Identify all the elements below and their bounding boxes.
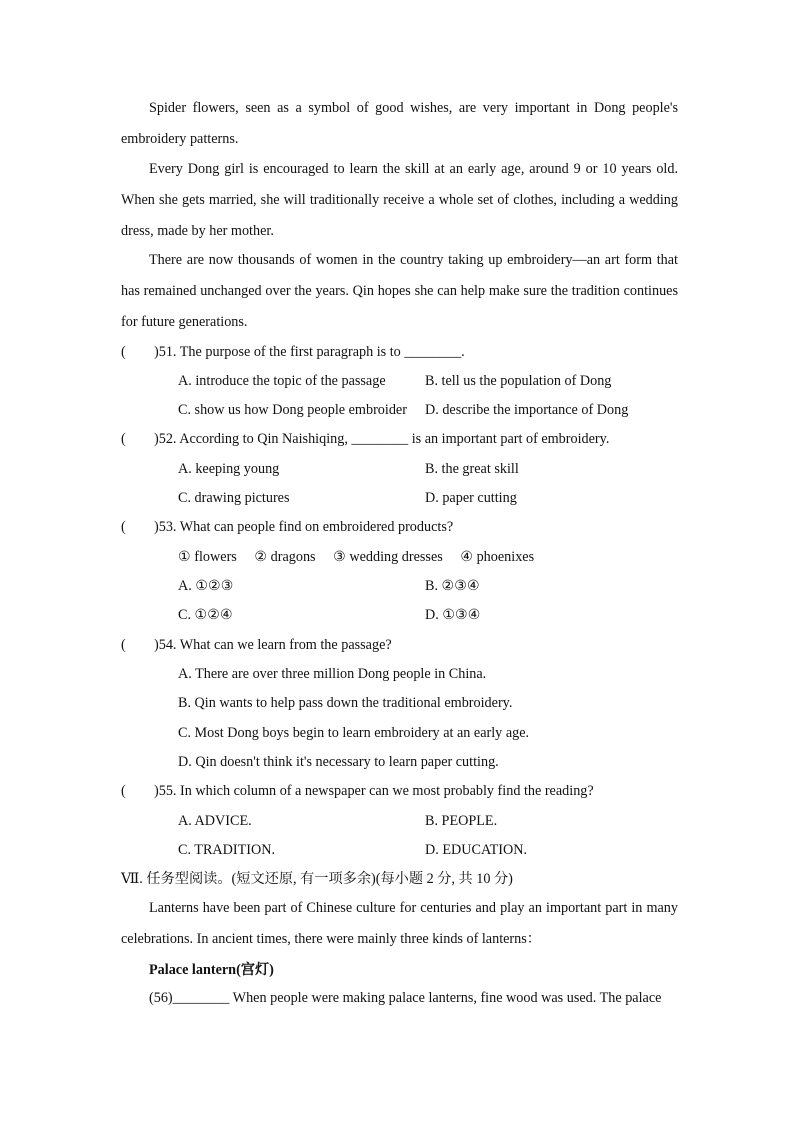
question-stem: )53. What can people find on embroidered products?	[154, 519, 454, 535]
option-d: D. Qin doesn't think it's necessary to learn paper cutting.	[178, 754, 499, 770]
option-b: B. tell us the population of Dong	[425, 373, 612, 389]
option-b: B. PEOPLE.	[425, 813, 498, 829]
item-wedding-dresses: ③ wedding dresses	[333, 549, 443, 565]
question-stem: )52. According to Qin Naishiqing, ________ is an important part of embroidery.	[154, 431, 610, 447]
section-7-heading: Ⅶ. 任务型阅读。(短文还原, 有一项多余)(每小题 2 分, 共 10 分)	[121, 871, 513, 887]
blank-56-line: (56)________ When people were making palace lanterns, fine wood was used. The palace	[149, 990, 662, 1006]
option-d: D. ①③④	[425, 607, 481, 623]
option-b: B. the great skill	[425, 461, 519, 477]
option-c: C. Most Dong boys begin to learn embroidery at an early age.	[178, 725, 530, 741]
item-phoenixes: ④ phoenixes	[460, 549, 535, 565]
option-d: D. describe the importance of Dong	[425, 402, 629, 418]
option-c: C. drawing pictures	[178, 490, 290, 506]
answer-bracket: (	[121, 637, 126, 653]
answer-bracket: (	[121, 431, 126, 447]
option-c: C. ①②④	[178, 607, 233, 623]
option-d: D. EDUCATION.	[425, 842, 528, 858]
question-stem: )55. In which column of a newspaper can we most probably find the reading?	[154, 783, 594, 799]
option-a: A. There are over three million Dong people in China.	[178, 666, 487, 682]
option-a: A. introduce the topic of the passage	[178, 373, 386, 389]
passage-paragraph-2: Every Dong girl is encouraged to learn the skill at an early age, around 9 or 10 years old. When she gets married, she will traditionally receive a whole set of clothes, including a wedding dress, made by her mother.	[121, 161, 678, 239]
option-a: A. ①②③	[178, 578, 234, 594]
passage-paragraph-1: Spider flowers, seen as a symbol of good wishes, are very important in Dong people's embroidery patterns.	[121, 100, 678, 147]
section-7-intro: Lanterns have been part of Chinese culture for centuries and play an important part in many celebrations. In ancient times, there were mainly three kinds of lanterns：	[121, 900, 678, 947]
option-a: A. ADVICE.	[178, 813, 252, 829]
option-b: B. Qin wants to help pass down the traditional embroidery.	[178, 695, 513, 711]
option-c: C. show us how Dong people embroider	[178, 402, 407, 418]
question-stem: )54. What can we learn from the passage?	[154, 637, 392, 653]
subheading-palace-lantern: Palace lantern(宫灯)	[149, 962, 274, 978]
option-d: D. paper cutting	[425, 490, 517, 506]
item-flowers: ① flowers	[178, 549, 237, 565]
item-dragons: ② dragons	[254, 549, 316, 565]
option-b: B. ②③④	[425, 578, 480, 594]
answer-bracket: (	[121, 783, 126, 799]
answer-bracket: (	[121, 519, 126, 535]
item-list	[178, 547, 548, 567]
answer-bracket: (	[121, 344, 126, 360]
question-stem: )51. The purpose of the first paragraph is to ________.	[154, 344, 465, 360]
passage-paragraph-3: There are now thousands of women in the country taking up embroidery—an art form that has remained unchanged over the years. Qin hopes she can help make sure the tradition continues for future generations.	[121, 252, 678, 330]
option-a: A. keeping young	[178, 461, 280, 477]
option-c: C. TRADITION.	[178, 842, 276, 858]
